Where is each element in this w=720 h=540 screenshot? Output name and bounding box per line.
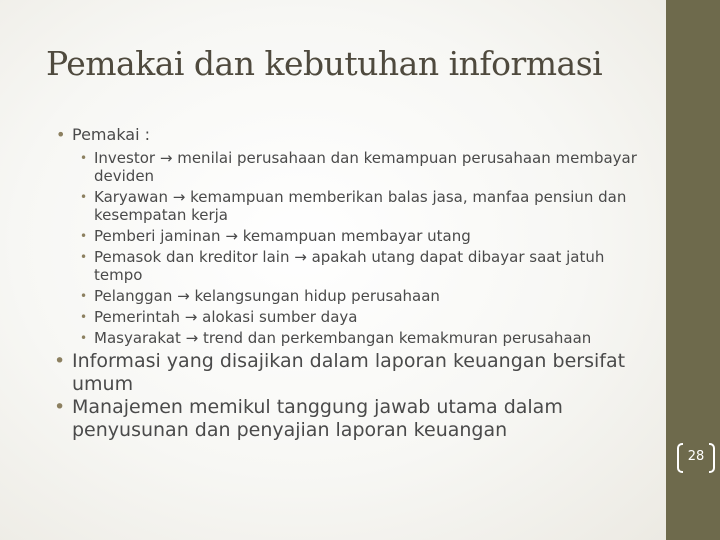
page-number-box [677,443,715,473]
sub-bullet-label: Pemasok dan kreditor lain [94,248,290,266]
sub-bullet-masyarakat [94,329,654,347]
arrow-icon: → [294,248,307,266]
main-bullet-list [0,125,666,442]
arrow-icon: → [159,149,173,167]
sub-bullet-pemberi-jaminan [94,227,654,245]
sub-bullet-text: kelangsungan hidup perusahaan [194,287,440,305]
arrow-icon: → [177,287,190,305]
sub-bullet-label: Pelanggan [94,287,173,305]
sub-bullet-text: alokasi sumber daya [202,308,358,326]
sub-bullet-label: Pemerintah [94,308,181,326]
sub-bullet-label: Karyawan [94,188,168,206]
page-number: 28 [687,449,705,464]
sub-bullet-text: apakah utang dapat dibayar saat jatuh tempo [94,248,605,284]
slide-content [0,125,666,442]
bullet-pemakai [0,125,666,347]
sub-bullet-label: Pemberi jaminan [94,227,221,245]
slide-title: Pemakai dan kebutuhan informasi [46,44,603,83]
sub-bullet-text: kemampuan membayar utang [242,227,471,245]
sub-bullet-list [72,149,666,347]
bullet-informasi: • Informasi yang disajikan dalam laporan keuangan bersifat umum [0,350,632,396]
arrow-icon: → [225,227,238,245]
arrow-icon: → [185,329,199,347]
arrow-icon: → [172,188,186,206]
sub-bullet-text: trend dan perkembangan kemakmuran perusahaan [203,329,592,347]
right-bracket-icon [709,443,715,473]
bullet-manajemen: • Manajemen memikul tanggung jawab utama dalam penyusunan dan penyajian laporan keuangan [0,396,632,442]
sub-bullet-karyawan [94,188,654,224]
sub-bullet-label: Investor [94,149,156,167]
bullet-pemakai-text: Pemakai : [72,125,151,144]
sub-bullet-pemasok [94,248,654,284]
sub-bullet-text: menilai perusahaan dan kemampuan perusahaan membayar deviden [94,149,637,185]
arrow-icon: → [184,308,198,326]
sub-bullet-text: kemampuan memberikan balas jasa, manfaa pensiun dan kesempatan kerja [94,188,627,224]
sub-bullet-investor [94,149,654,185]
sub-bullet-pemerintah [94,308,654,326]
sub-bullet-pelanggan [94,287,654,305]
sub-bullet-label: Masyarakat [94,329,181,347]
